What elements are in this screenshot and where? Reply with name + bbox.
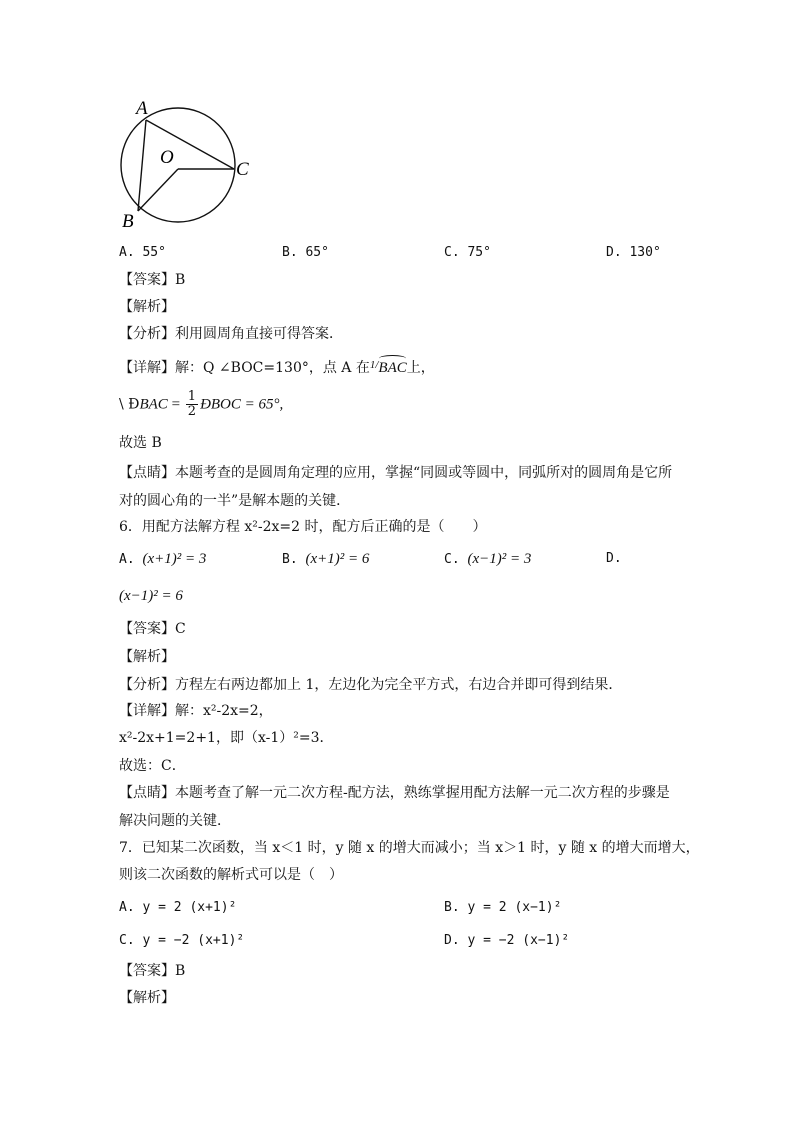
q5-option-a: A. 55° — [119, 245, 166, 260]
q7-option-c: C. y = −2 (x+1)² — [119, 933, 245, 948]
q6-option-b-expr: (x+1)² = 6 — [305, 551, 370, 567]
q7-stem-line1: 7．已知某二次函数，当 x＜1 时，y 随 x 的增大而减小；当 x＞1 时，y 随 x 的增大而增大， — [119, 840, 700, 856]
q6-option-c-expr: (x−1)² = 3 — [467, 551, 532, 567]
q6-option-a-expr: (x+1)² = 3 — [142, 551, 207, 567]
circle-figure — [110, 92, 270, 232]
q5-detail-suffix: 上， — [406, 360, 435, 376]
point-o-label: O — [160, 147, 174, 168]
q6-option-b-label: B. — [282, 552, 298, 567]
q6-option-d — [119, 586, 183, 607]
q5-option-c: C. 75° — [444, 245, 491, 260]
q6-option-b — [282, 549, 369, 570]
q7-stem-line2: 则该二次函数的解析式可以是（ ） — [119, 867, 343, 883]
q5-option-b: B. 65° — [282, 245, 329, 260]
q6-option-d-label: D. — [606, 551, 622, 566]
q5-eq-rhs: ÐBOC = 65°, — [200, 396, 284, 413]
q5-eq-lhs: BAC — [139, 396, 168, 413]
q6-option-c — [444, 549, 531, 570]
q5-arc-bac: BAC — [378, 360, 407, 376]
q7-answer: 【答案】B — [119, 963, 186, 979]
chord-ab — [138, 120, 146, 211]
q6-stem: 6．用配方法解方程 x²-2x=2 时，配方后正确的是（ ） — [119, 519, 487, 535]
q5-eq-den: 2 — [187, 404, 197, 419]
q5-detail — [119, 355, 435, 378]
q5-answer: 【答案】B — [119, 272, 186, 288]
q5-eq-lead: \ Ð — [119, 396, 140, 413]
q6-comment-line1: 【点睛】本题考查了解一元二次方程-配方法，熟练掌握用配方法解一元二次方程的步骤是 — [119, 785, 670, 801]
q6-comment-line2: 解决问题的关键． — [119, 813, 231, 829]
q5-eq-fraction — [186, 390, 198, 419]
q7-option-b: B. y = 2 (x−1)² — [444, 900, 562, 915]
point-a-label: A — [136, 98, 148, 119]
q7-analysis-heading: 【解析】 — [119, 990, 175, 1006]
q7-option-d: D. y = −2 (x−1)² — [444, 933, 570, 948]
q6-choose: 故选：C． — [119, 758, 186, 774]
q6-option-d-expr: (x−1)² = 6 — [119, 588, 183, 604]
q5-analysis-heading: 【解析】 — [119, 299, 175, 315]
q5-eq-equals: = — [167, 396, 184, 413]
q7-option-a: A. y = 2 (x+1)² — [119, 900, 237, 915]
q6-option-a — [119, 549, 206, 570]
q6-analysis-heading: 【解析】 — [119, 649, 175, 665]
q5-eq-num: 1 — [187, 389, 197, 404]
point-b-label: B — [122, 211, 134, 232]
q5-comment-line1: 【点睛】本题考查的是圆周角定理的应用，掌握“同圆或等圆中，同弧所对的圆周角是它所 — [119, 465, 673, 481]
q6-answer: 【答案】C — [119, 621, 186, 637]
q6-fenxi: 【分析】方程左右两边都加上 1，左边化为完全平方式，右边合并即可得到结果． — [119, 677, 623, 693]
q5-option-d: D. 130° — [606, 245, 661, 260]
point-c-label: C — [236, 159, 249, 180]
q6-detail: 【详解】解：x²-2x=2， — [119, 703, 273, 719]
q5-arc-slash: 1/ — [369, 359, 379, 371]
q5-comment-line2: 对的圆心角的一半”是解本题的关键． — [119, 493, 351, 509]
radius-ob — [138, 169, 178, 211]
q5-choose: 故选 B — [119, 435, 162, 451]
q5-fenxi: 【分析】利用圆周角直接可得答案． — [119, 326, 343, 342]
q6-step: x²-2x+1=2+1，即（x-1）²=3． — [119, 730, 334, 746]
q5-equation — [119, 390, 283, 419]
q6-option-a-label: A. — [119, 552, 135, 567]
q6-option-c-label: C. — [444, 552, 460, 567]
q5-detail-prefix: 【详解】解：Q ∠BOC=130°，点 A 在 — [119, 360, 370, 376]
